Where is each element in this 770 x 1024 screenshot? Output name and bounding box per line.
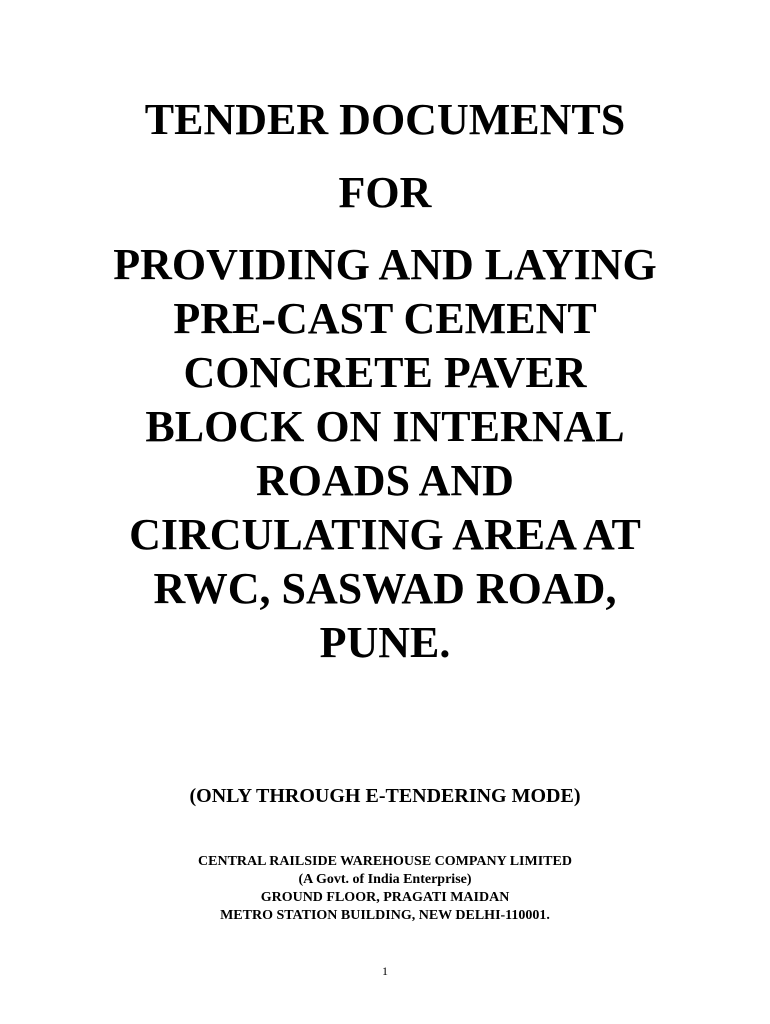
page-number: 1 xyxy=(382,964,388,978)
organization-name: CENTRAL RAILSIDE WAREHOUSE COMPANY LIMITED xyxy=(198,854,572,869)
title-line: PROVIDING AND LAYING xyxy=(113,240,657,289)
organization-subtitle: (A Govt. of India Enterprise) xyxy=(298,872,472,887)
organization-address-line: GROUND FLOOR, PRAGATI MAIDAN xyxy=(260,890,510,905)
document-title xyxy=(0,238,770,670)
for-label: FOR xyxy=(338,168,432,217)
title-line: CIRCULATING AREA AT xyxy=(129,510,641,559)
document-heading: TENDER DOCUMENTS xyxy=(144,95,626,144)
title-line: PRE-CAST CEMENT xyxy=(173,294,597,343)
organization-address-line: METRO STATION BUILDING, NEW DELHI-110001. xyxy=(220,908,550,923)
title-line: RWC, SASWAD ROAD, xyxy=(153,564,617,613)
title-line: ROADS AND xyxy=(256,456,514,505)
title-line: PUNE. xyxy=(319,618,451,667)
title-line: CONCRETE PAVER xyxy=(183,348,587,397)
organization-block xyxy=(0,853,770,925)
title-line: BLOCK ON INTERNAL xyxy=(145,402,625,451)
tendering-mode-note: (ONLY THROUGH E-TENDERING MODE) xyxy=(189,785,581,807)
